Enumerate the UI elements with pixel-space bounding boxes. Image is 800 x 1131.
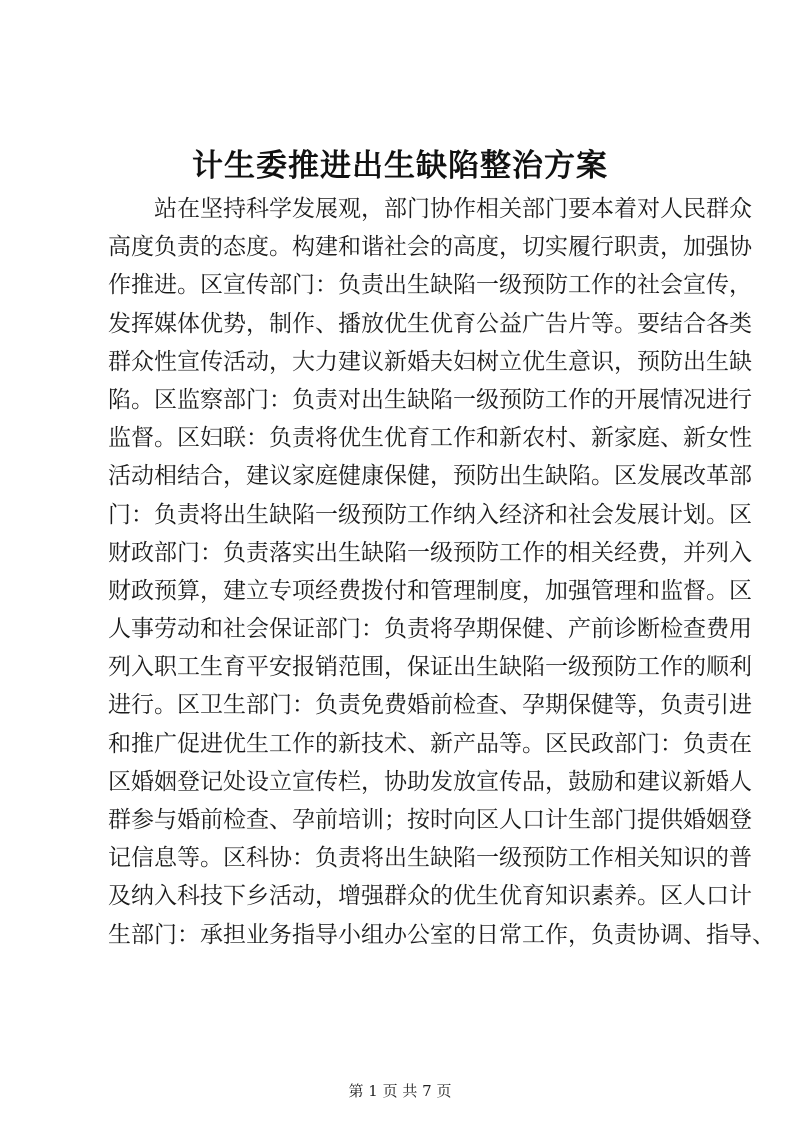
body-line: 群参与婚前检查、孕前培训；按时向区人口计生部门提供婚姻登: [108, 807, 752, 833]
body-line: 人事劳动和社会保证部门：负责将孕期保健、产前诊断检查费用: [108, 616, 752, 643]
body-line: 财政预算，建立专项经费拨付和管理制度，加强管理和监督。区: [108, 577, 752, 604]
body-line: 财政部门：负责落实出生缺陷一级预防工作的相关经费，并列入: [108, 539, 752, 566]
body-line: 进行。区卫生部门：负责免费婚前检查、孕期保健等，负责引进: [108, 692, 752, 719]
body-line: 站在坚持科学发展观，部门协作相关部门要本着对人民群众: [154, 196, 752, 222]
body-line: 活动相结合，建议家庭健康保健，预防出生缺陷。区发展改革部: [108, 463, 752, 490]
body-line: 群众性宣传活动，大力建议新婚夫妇树立优生意识，预防出生缺: [108, 348, 752, 375]
body-line: 和推广促进优生工作的新技术、新产品等。区民政部门：负责在: [108, 730, 752, 757]
body-line: 监督。区妇联：负责将优生优育工作和新农村、新家庭、新女性: [108, 425, 752, 452]
body-line: 记信息等。区科协：负责将出生缺陷一级预防工作相关知识的普: [108, 845, 752, 872]
page-number-footer: 第 1 页 共 7 页: [348, 1082, 452, 1100]
body-line: 陷。区监察部门：负责对出生缺陷一级预防工作的开展情况进行: [108, 386, 752, 413]
document-title: 计生委推进出生缺陷整治方案: [192, 148, 608, 184]
body-line: 发挥媒体优势，制作、播放优生优育公益广告片等。要结合各类: [108, 310, 752, 337]
document-body: [108, 190, 775, 954]
body-line: 及纳入科技下乡活动，增强群众的优生优育知识素养。区人口计: [108, 883, 752, 910]
body-line: 区婚姻登记处设立宣传栏，协助发放宣传品，鼓励和建议新婚人: [108, 768, 752, 795]
body-line: 列入职工生育平安报销范围，保证出生缺陷一级预防工作的顺利: [108, 654, 752, 681]
body-line: 生部门：承担业务指导小组办公室的日常工作，负责协调、指导、: [108, 921, 775, 948]
body-line: 门：负责将出生缺陷一级预防工作纳入经济和社会发展计划。区: [108, 501, 752, 528]
body-line: 高度负责的态度。构建和谐社会的高度，切实履行职责，加强协: [108, 234, 752, 261]
body-line: 作推进。区宣传部门：负责出生缺陷一级预防工作的社会宣传，: [108, 272, 752, 299]
